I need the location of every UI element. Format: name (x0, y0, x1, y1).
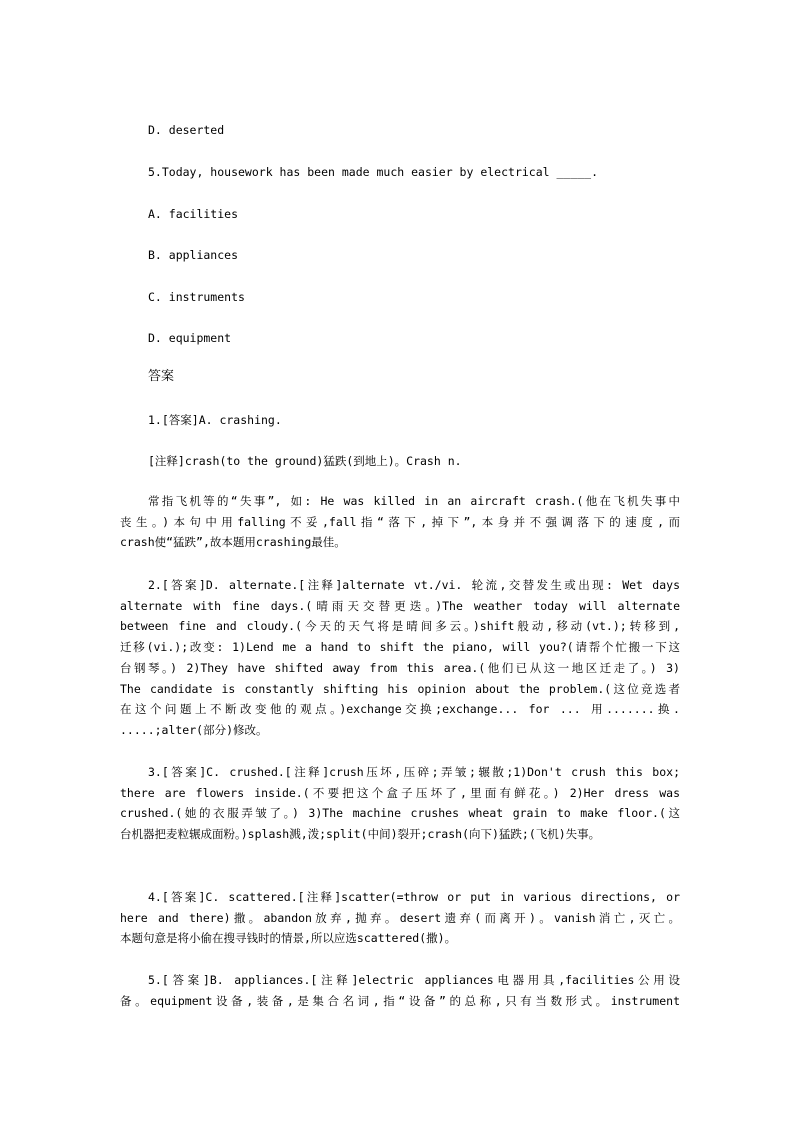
text-line: crash使“猛跌”,故本题用crashing最佳。 (120, 535, 346, 550)
answer-3-paragraph (120, 762, 680, 845)
text-line: 常指飞机等的“失事”, 如: He was killed in an aircraft crash.(他在飞机失事中 (148, 494, 680, 508)
answer-1-paragraph (120, 491, 680, 553)
q4-option-d: D. deserted (148, 123, 225, 137)
text-line: here and there)撒。abandon放弃,抛弃。desert遗弃(而离开)。vanish消亡,灭亡。 (120, 910, 680, 925)
text-line: between fine and cloudy.(今天的天气将是晴间多云。)shift般动,移动(vt.);转移到, (120, 619, 680, 634)
answer-1-note: [注释]crash(to the ground)猛跌(到地上)。Crash n. (148, 454, 462, 468)
q5-question: 5.Today, housework has been made much easier by electrical _____. (148, 165, 599, 179)
answer-2-paragraph (120, 575, 680, 741)
answer-1-title: 1.[答案]A. crashing. (148, 413, 282, 427)
answer-4-paragraph (120, 887, 680, 949)
text-line: 4.[答案]C. scattered.[注释]scatter(=throw or put in various directions, or (148, 890, 680, 904)
q5-option-c: C. instruments (148, 290, 245, 304)
answer-5-paragraph (120, 970, 680, 1011)
text-line: 在这个问题上不断改变他的观点。)exchange交换;exchange... for ... 用.......换. (120, 702, 680, 717)
text-line: 丧生。)本句中用falling不妥,fall指“落下,掉下”,本身并不强调落下的速度,而 (120, 514, 680, 529)
text-line: 本题句意是将小偷在搜寻钱时的情景,所以应选scattered(撒)。 (120, 931, 457, 946)
text-line: .....;alter(部分)修改。 (120, 722, 268, 737)
q5-option-d: D. equipment (148, 331, 232, 345)
text-line: 迁移(vi.);改变: 1)Lend me a hand to shift the piano, will you?(请帮个忙搬一下这 (120, 640, 680, 655)
text-line: 台钢琴。) 2)They have shifted away from this area.(他们已从这一地区迁走了。) 3) (120, 660, 680, 675)
q5-option-a: A. facilities (148, 207, 239, 221)
text-line: The candidate is constantly shifting his opinion about the problem.(这位竞选者 (120, 681, 680, 696)
text-line: 3.[答案]C. crushed.[注释]crush压坏,压碎;弄皱;辗散;1)Don't crush this box; (148, 765, 680, 779)
text-line: 2.[答案]D. alternate.[注释]alternate vt./vi. 轮流,交替发生或出现: Wet days (148, 578, 680, 592)
text-line: alternate with fine days.(晴雨天交替更迭。)The weather today will alternate (120, 598, 680, 613)
text-line: crushed.(她的衣服弄皱了。) 3)The machine crushes wheat grain to make floor.(这 (120, 806, 680, 821)
text-line: 台机器把麦粒辗成面粉。)splash溅,泼;split(中间)裂开;crash(向下)猛跌;(飞机)失事。 (120, 827, 601, 842)
text-line: 备。equipment设备,装备,是集合名词,指“设备”的总称,只有当数形式。instrument (120, 993, 680, 1008)
answers-heading: 答案 (148, 369, 175, 384)
text-line: there are flowers inside.(不要把这个盒子压坏了,里面有鲜花。) 2)Her dress was (120, 785, 680, 800)
q5-option-b: B. appliances (148, 248, 239, 262)
text-line: 5.[答案]B. appliances.[注释]electric appliances电器用具,facilities公用设 (148, 973, 680, 987)
